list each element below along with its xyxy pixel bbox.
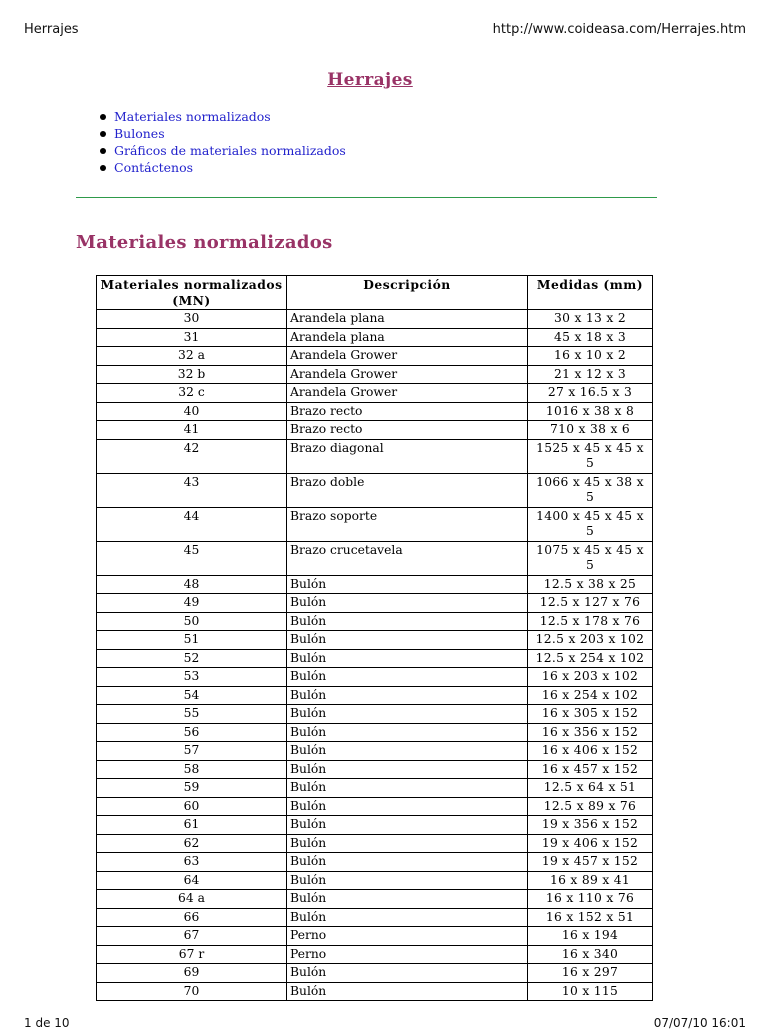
cell-mn: 60: [97, 797, 287, 816]
print-footer-date: 07/07/10 16:01: [653, 1016, 746, 1030]
cell-descripcion: Bulón: [287, 668, 528, 687]
cell-mn: 70: [97, 982, 287, 1001]
cell-medidas: 12.5 x 38 x 25: [528, 575, 653, 594]
cell-medidas: 16 x 406 x 152: [528, 742, 653, 761]
cell-mn: 55: [97, 705, 287, 724]
cell-descripcion: Perno: [287, 945, 528, 964]
table-row: [97, 575, 653, 594]
cell-mn: 53: [97, 668, 287, 687]
cell-medidas: 16 x 305 x 152: [528, 705, 653, 724]
table-row: [97, 365, 653, 384]
table-row: [97, 686, 653, 705]
cell-descripcion: Bulón: [287, 594, 528, 613]
cell-mn: 41: [97, 421, 287, 440]
table-row: [97, 402, 653, 421]
cell-medidas: 16 x 10 x 2: [528, 347, 653, 366]
cell-medidas: 16 x 110 x 76: [528, 890, 653, 909]
print-footer: [24, 1016, 746, 1034]
cell-medidas: 16 x 152 x 51: [528, 908, 653, 927]
cell-descripcion: Arandela Grower: [287, 347, 528, 366]
cell-medidas: 16 x 203 x 102: [528, 668, 653, 687]
cell-descripcion: Arandela Grower: [287, 384, 528, 403]
table-row: [97, 347, 653, 366]
cell-descripcion: Bulón: [287, 890, 528, 909]
table-row: [97, 945, 653, 964]
nav-item-graficos: [98, 142, 346, 159]
cell-descripcion: Bulón: [287, 575, 528, 594]
table-row: [97, 612, 653, 631]
table-row: [97, 507, 653, 541]
nav-item-materiales: [98, 108, 346, 125]
cell-mn: 57: [97, 742, 287, 761]
cell-mn: 32 c: [97, 384, 287, 403]
nav-item-bulones: [98, 125, 346, 142]
cell-mn: 44: [97, 507, 287, 541]
cell-mn: 32 a: [97, 347, 287, 366]
cell-mn: 56: [97, 723, 287, 742]
table-row: [97, 871, 653, 890]
cell-medidas: 1400 x 45 x 45 x 5: [528, 507, 653, 541]
table-row: [97, 310, 653, 329]
table-row: [97, 421, 653, 440]
table-row: [97, 384, 653, 403]
cell-mn: 64: [97, 871, 287, 890]
nav-link-graficos[interactable]: Gráficos de materiales normalizados: [114, 143, 346, 158]
cell-medidas: 27 x 16.5 x 3: [528, 384, 653, 403]
table-row: [97, 473, 653, 507]
cell-mn: 62: [97, 834, 287, 853]
cell-medidas: 30 x 13 x 2: [528, 310, 653, 329]
cell-descripcion: Bulón: [287, 816, 528, 835]
cell-descripcion: Bulón: [287, 982, 528, 1001]
table-row: [97, 853, 653, 872]
cell-descripcion: Arandela plana: [287, 310, 528, 329]
cell-mn: 51: [97, 631, 287, 650]
cell-descripcion: Brazo diagonal: [287, 439, 528, 473]
cell-medidas: 16 x 457 x 152: [528, 760, 653, 779]
cell-descripcion: Bulón: [287, 853, 528, 872]
cell-descripcion: Arandela Grower: [287, 365, 528, 384]
cell-medidas: 45 x 18 x 3: [528, 328, 653, 347]
cell-descripcion: Brazo soporte: [287, 507, 528, 541]
table-row: [97, 742, 653, 761]
cell-descripcion: Bulón: [287, 649, 528, 668]
cell-medidas: 12.5 x 254 x 102: [528, 649, 653, 668]
cell-descripcion: Bulón: [287, 686, 528, 705]
page-title: Herrajes: [327, 70, 413, 90]
cell-descripcion: Bulón: [287, 779, 528, 798]
cell-mn: 67: [97, 927, 287, 946]
cell-descripcion: Bulón: [287, 760, 528, 779]
cell-mn: 50: [97, 612, 287, 631]
cell-medidas: 12.5 x 89 x 76: [528, 797, 653, 816]
nav-link-contactenos[interactable]: Contáctenos: [114, 160, 194, 175]
cell-mn: 52: [97, 649, 287, 668]
table-row: [97, 779, 653, 798]
cell-descripcion: Bulón: [287, 964, 528, 983]
cell-medidas: 12.5 x 203 x 102: [528, 631, 653, 650]
divider: [76, 197, 657, 198]
table-row: [97, 816, 653, 835]
table-row: [97, 982, 653, 1001]
table-row: [97, 723, 653, 742]
table-row: [97, 631, 653, 650]
cell-mn: 45: [97, 541, 287, 575]
cell-mn: 69: [97, 964, 287, 983]
cell-medidas: 19 x 457 x 152: [528, 853, 653, 872]
cell-medidas: 19 x 406 x 152: [528, 834, 653, 853]
table-row: [97, 705, 653, 724]
table-row: [97, 760, 653, 779]
cell-medidas: 16 x 356 x 152: [528, 723, 653, 742]
cell-medidas: 1066 x 45 x 38 x 5: [528, 473, 653, 507]
table-row: [97, 797, 653, 816]
table-row: [97, 328, 653, 347]
nav-list: [98, 108, 346, 176]
cell-medidas: 16 x 340: [528, 945, 653, 964]
table-row: [97, 594, 653, 613]
cell-descripcion: Perno: [287, 927, 528, 946]
print-header-title: Herrajes: [24, 22, 79, 37]
cell-descripcion: Brazo crucetavela: [287, 541, 528, 575]
materials-table: [96, 275, 653, 1001]
section-title: Materiales normalizados: [76, 232, 333, 253]
cell-descripcion: Bulón: [287, 742, 528, 761]
cell-descripcion: Bulón: [287, 871, 528, 890]
cell-descripcion: Brazo doble: [287, 473, 528, 507]
nav-link-bulones[interactable]: Bulones: [114, 126, 165, 141]
cell-mn: 49: [97, 594, 287, 613]
table-row: [97, 927, 653, 946]
cell-mn: 59: [97, 779, 287, 798]
cell-medidas: 10 x 115: [528, 982, 653, 1001]
cell-mn: 66: [97, 908, 287, 927]
cell-descripcion: Brazo recto: [287, 402, 528, 421]
cell-descripcion: Arandela plana: [287, 328, 528, 347]
cell-medidas: 12.5 x 178 x 76: [528, 612, 653, 631]
cell-medidas: 16 x 89 x 41: [528, 871, 653, 890]
table-row: [97, 908, 653, 927]
table-row: [97, 964, 653, 983]
cell-medidas: 16 x 297: [528, 964, 653, 983]
cell-medidas: 16 x 254 x 102: [528, 686, 653, 705]
table-header-row: [97, 276, 653, 310]
nav-item-contactenos: [98, 159, 346, 176]
cell-mn: 43: [97, 473, 287, 507]
header-mn: Materiales normalizados (MN): [97, 276, 287, 310]
table-row: [97, 649, 653, 668]
print-footer-page: 1 de 10: [24, 1016, 70, 1030]
cell-medidas: 16 x 194: [528, 927, 653, 946]
cell-descripcion: Bulón: [287, 797, 528, 816]
cell-descripcion: Bulón: [287, 908, 528, 927]
print-header-url: http://www.coideasa.com/Herrajes.htm: [492, 22, 746, 37]
nav-link-materiales[interactable]: Materiales normalizados: [114, 109, 271, 124]
cell-mn: 32 b: [97, 365, 287, 384]
cell-descripcion: Bulón: [287, 723, 528, 742]
cell-descripcion: Bulón: [287, 631, 528, 650]
cell-mn: 54: [97, 686, 287, 705]
cell-descripcion: Bulón: [287, 834, 528, 853]
cell-mn: 42: [97, 439, 287, 473]
table-row: [97, 668, 653, 687]
table-row: [97, 541, 653, 575]
cell-descripcion: Bulón: [287, 705, 528, 724]
cell-medidas: 1075 x 45 x 45 x 5: [528, 541, 653, 575]
cell-mn: 48: [97, 575, 287, 594]
table-row: [97, 834, 653, 853]
table-row: [97, 890, 653, 909]
cell-medidas: 1016 x 38 x 8: [528, 402, 653, 421]
cell-mn: 64 a: [97, 890, 287, 909]
table-row: [97, 439, 653, 473]
cell-mn: 63: [97, 853, 287, 872]
cell-medidas: 19 x 356 x 152: [528, 816, 653, 835]
cell-mn: 58: [97, 760, 287, 779]
cell-descripcion: Bulón: [287, 612, 528, 631]
cell-mn: 40: [97, 402, 287, 421]
table-body: [97, 310, 653, 1001]
cell-mn: 67 r: [97, 945, 287, 964]
cell-medidas: 12.5 x 64 x 51: [528, 779, 653, 798]
cell-medidas: 1525 x 45 x 45 x 5: [528, 439, 653, 473]
header-descripcion: Descripción: [287, 276, 528, 310]
cell-descripcion: Brazo recto: [287, 421, 528, 440]
cell-mn: 30: [97, 310, 287, 329]
cell-mn: 31: [97, 328, 287, 347]
cell-medidas: 12.5 x 127 x 76: [528, 594, 653, 613]
cell-medidas: 21 x 12 x 3: [528, 365, 653, 384]
header-medidas: Medidas (mm): [528, 276, 653, 310]
cell-mn: 61: [97, 816, 287, 835]
cell-medidas: 710 x 38 x 6: [528, 421, 653, 440]
